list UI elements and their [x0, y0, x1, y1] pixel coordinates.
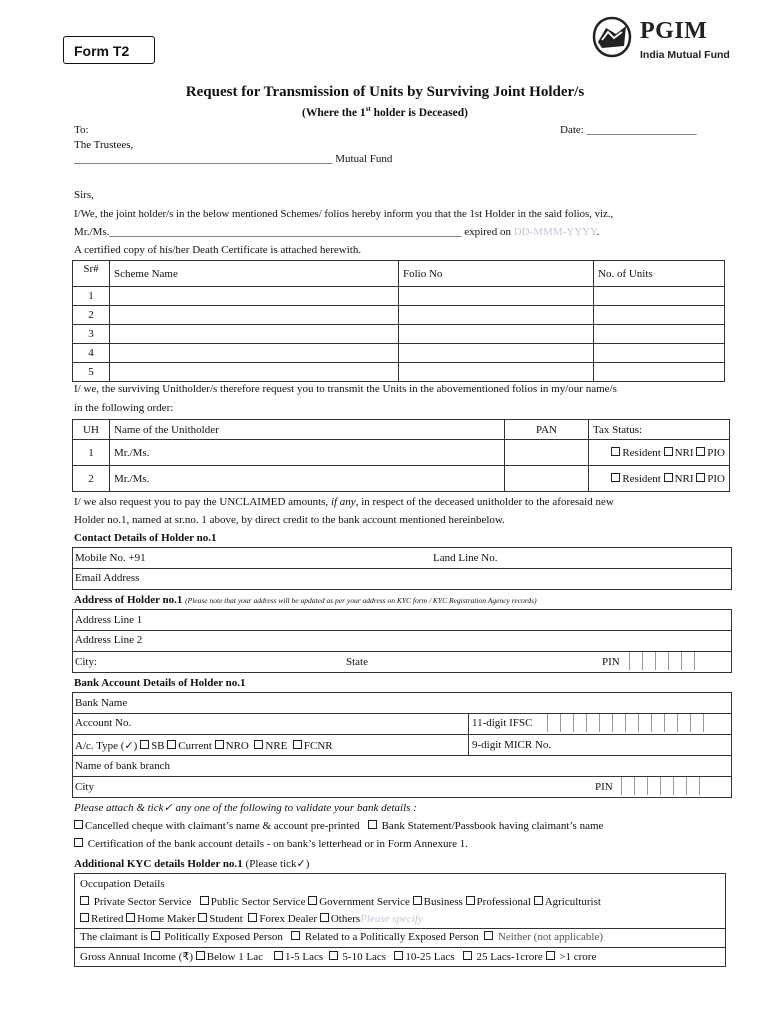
- death-certificate-note: A certified copy of his/her Death Certificate is attached herewith.: [74, 244, 362, 256]
- table-row[interactable]: 4: [73, 344, 725, 363]
- table-header: Name of the Unitholder: [110, 420, 505, 440]
- expiry-date-placeholder: DD-MMM-YYYY: [513, 226, 597, 238]
- date-field[interactable]: Date: ____________________: [560, 124, 697, 136]
- pgim-logo-icon: [592, 16, 632, 60]
- pin-boxes[interactable]: [629, 652, 707, 670]
- city-state-pin-row[interactable]: [72, 651, 732, 673]
- tax-status-options: Resident NRI PIO: [589, 440, 730, 466]
- email-row[interactable]: [72, 568, 732, 590]
- table-row[interactable]: 1 Mr./Ms. Resident NRI PIO: [73, 440, 730, 466]
- ifsc-boxes[interactable]: [547, 714, 716, 732]
- tax-status-options: Resident NRI PIO: [589, 466, 730, 492]
- form-label: Form T2: [74, 43, 130, 59]
- occupation-label: Occupation Details: [80, 878, 165, 890]
- table-row[interactable]: 2 Mr./Ms. Resident NRI PIO: [73, 466, 730, 492]
- address-line-2-row[interactable]: Address Line 2: [72, 630, 732, 652]
- branch-row[interactable]: Name of bank branch: [72, 755, 732, 777]
- logo-subtitle: India Mutual Fund: [640, 49, 730, 61]
- bank-heading: Bank Account Details of Holder no.1: [74, 677, 246, 689]
- contact-heading: Contact Details of Holder no.1: [74, 532, 217, 544]
- ifsc-label: 11-digit IFSC: [472, 717, 533, 729]
- mobile-label: Mobile No. +91: [75, 552, 146, 564]
- table-row[interactable]: 3: [73, 325, 725, 344]
- to-label: To:: [74, 124, 89, 136]
- intro-line-1: I/We, the joint holder/s in the below mentioned Schemes/ folios hereby inform you that the 1st Holder in the said folios, viz.,: [74, 208, 614, 220]
- income-row[interactable]: Gross Annual Income (₹) Below 1 Lac 1-5 Lacs 5-10 Lacs 10-25 Lacs 25 Lacs-1crore >1 crore: [74, 947, 726, 967]
- salutation: Sirs,: [74, 189, 94, 201]
- bank-pin-label: PIN: [595, 781, 613, 793]
- account-type-row[interactable]: [72, 734, 732, 756]
- state-label: State: [346, 656, 368, 668]
- intro-line-2[interactable]: Mr./Ms.________________________________________________________________ expired on DD-MMM-YYYY.: [74, 226, 600, 238]
- attach-note: Please attach & tick✓ any one of the following to validate your bank details :: [74, 802, 417, 814]
- table-row[interactable]: 1: [73, 287, 725, 306]
- mutual-fund-line[interactable]: _______________________________________________ Mutual Fund: [74, 153, 393, 165]
- table-row[interactable]: 2: [73, 306, 725, 325]
- page-title: Request for Transmission of Units by Surviving Joint Holder/s: [185, 84, 585, 100]
- transmit-line-1: I/ we, the surviving Unitholder/s therefore request you to transmit the Units in the abovementioned folios in my/our name/s: [74, 383, 617, 395]
- bank-name-row[interactable]: Bank Name: [72, 692, 732, 714]
- table-header: PAN: [505, 420, 589, 440]
- occupation-row-1[interactable]: Private Sector Service Public Sector Service Government Service Business Professional Agriculturist: [80, 896, 601, 908]
- page-subtitle: (Where the 1st holder is Deceased): [302, 105, 468, 119]
- account-row[interactable]: [72, 713, 732, 735]
- attach-options-row1[interactable]: Cancelled cheque with claimant’s name & account pre-printed Bank Statement/Passbook having claimant’s name: [74, 820, 603, 832]
- address-line-1-row[interactable]: Address Line 1: [72, 609, 732, 631]
- logo-name: PGIM: [640, 18, 708, 44]
- scheme-table: [72, 260, 725, 382]
- table-header: Folio No: [399, 261, 594, 287]
- email-label: Email Address: [75, 572, 140, 584]
- bank-city-row[interactable]: [72, 776, 732, 798]
- account-type-options[interactable]: A/c. Type (✓) SB Current NRO NRE FCNR: [75, 740, 333, 752]
- city-label: City:: [75, 656, 98, 668]
- table-header: Tax Status:: [589, 420, 730, 440]
- occupation-block[interactable]: [74, 873, 726, 929]
- table-header: Sr#: [73, 261, 110, 287]
- pin-label: PIN: [602, 656, 620, 668]
- transmit-line-2: in the following order:: [74, 402, 174, 414]
- table-header: UH: [73, 420, 110, 440]
- pep-row[interactable]: The claimant is Politically Exposed Person Related to a Politically Exposed Person Neither (not applicable): [74, 928, 726, 948]
- mobile-row[interactable]: [72, 547, 732, 569]
- unclaimed-line-1: I/ we also request you to pay the UNCLAIMED amounts, if any, in respect of the deceased unitholder to the aforesaid new: [74, 496, 614, 508]
- form-label-box: [63, 36, 155, 64]
- bank-pin-boxes[interactable]: [621, 777, 712, 795]
- micr-label: 9-digit MICR No.: [472, 739, 552, 751]
- pgim-logo: [592, 14, 742, 66]
- others-placeholder: Please specify: [360, 913, 423, 925]
- occupation-row-2[interactable]: Retired Home Maker Student Forex Dealer OthersPlease specify: [80, 913, 423, 925]
- attach-option-3[interactable]: Certification of the bank account details - on bank’s letterhead or in Form Annexure 1.: [74, 838, 468, 850]
- table-header: No. of Units: [594, 261, 725, 287]
- table-header: Scheme Name: [110, 261, 399, 287]
- kyc-heading: Additional KYC details Holder no.1 (Please tick✓): [74, 858, 310, 870]
- unclaimed-line-2: Holder no.1, named at sr.no. 1 above, by direct credit to the bank account mentioned hereinbelow.: [74, 514, 505, 526]
- trustees-label: The Trustees,: [74, 139, 134, 151]
- bank-city-label: City: [75, 781, 94, 793]
- account-label: Account No.: [75, 717, 132, 729]
- address-heading: Address of Holder no.1 (Please note that your address will be updated as per your address on KYC form / KYC Registration Agency records): [74, 594, 537, 606]
- table-row[interactable]: 5: [73, 363, 725, 382]
- landline-label: Land Line No.: [433, 552, 498, 564]
- unitholder-table: [72, 419, 730, 492]
